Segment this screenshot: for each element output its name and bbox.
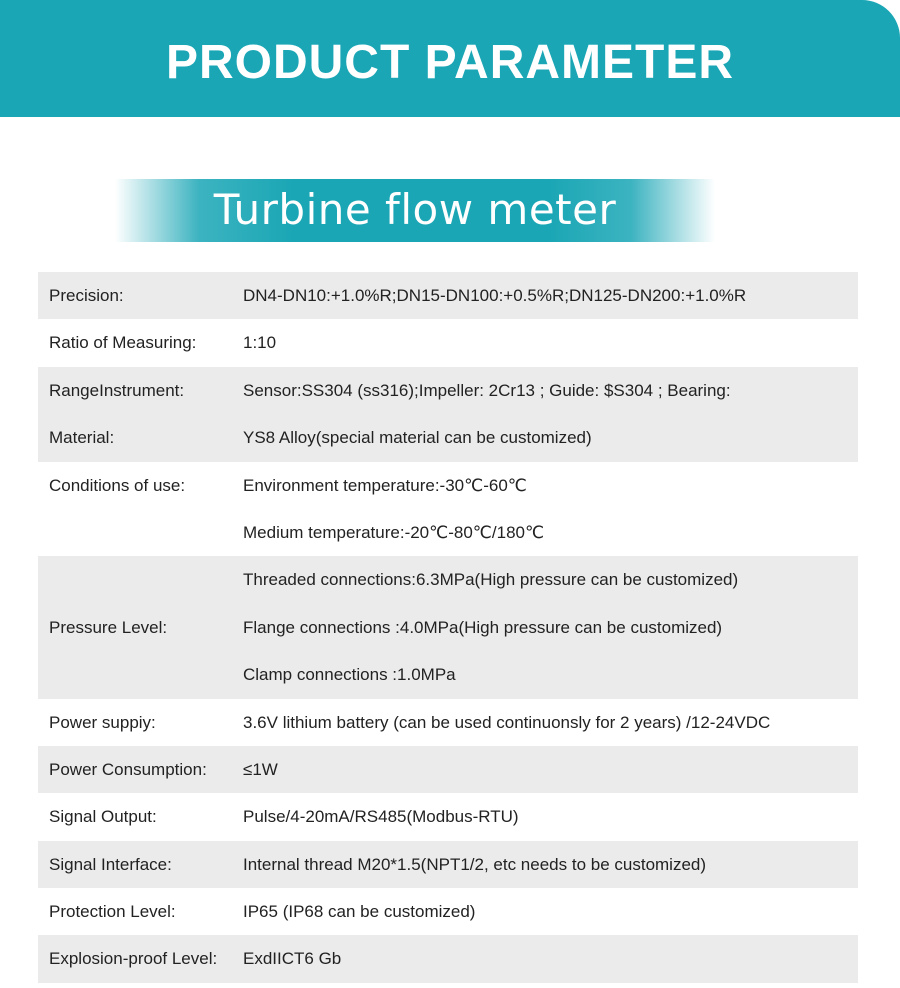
- row-value: [243, 935, 858, 982]
- row-value: [243, 699, 858, 746]
- row-label: [38, 319, 243, 366]
- section-banner: [115, 179, 715, 242]
- row-value: [243, 888, 858, 935]
- row-value-text: Sensor:SS304 (ss316);Impeller: 2Cr13 ; Guide: $S304 ; Bearing:: [243, 380, 731, 400]
- row-value-text: Internal thread M20*1.5(NPT1/2, etc needs to be customized): [243, 854, 707, 874]
- row-label-text: Precision:: [49, 286, 124, 305]
- table-row: [38, 841, 858, 888]
- row-value: [243, 272, 858, 319]
- table-row: [38, 319, 858, 366]
- row-label-text: RangeInstrument:: [49, 380, 185, 400]
- row-label: [38, 556, 243, 698]
- row-label: [38, 367, 243, 462]
- table-row: [38, 935, 858, 982]
- row-label: [38, 699, 243, 746]
- row-label: [38, 793, 243, 840]
- row-value: [243, 367, 858, 462]
- row-value-text: Flange connections :4.0MPa(High pressure can be customized): [243, 617, 723, 637]
- row-label: [38, 272, 243, 319]
- row-value: [243, 793, 858, 840]
- row-label: [38, 888, 243, 935]
- row-label-text: Protection Level:: [49, 902, 176, 922]
- row-value-text: 1:10: [243, 333, 277, 353]
- row-value: [243, 556, 858, 698]
- table-row: [38, 888, 858, 935]
- section-title: Turbine flow meter: [213, 185, 617, 234]
- row-label-text: Signal Output:: [49, 807, 157, 827]
- table-row: [38, 556, 858, 698]
- row-value-text: Pulse/4-20mA/RS485(Modbus-RTU): [243, 807, 519, 827]
- row-value-text: ≤1W: [243, 759, 278, 779]
- row-value-text: Medium temperature:-20℃-80℃/180℃: [243, 522, 545, 542]
- row-value-text: DN4-DN10:+1.0%R;DN15-DN100:+0.5%R;DN125-DN200:+1.0%R: [243, 286, 747, 305]
- row-value-text: ExdIICT6 Gb: [243, 949, 342, 969]
- table-row: [38, 699, 858, 746]
- table-row: [38, 462, 858, 557]
- row-label-text: Material:: [49, 428, 115, 448]
- parameter-table: [38, 272, 858, 983]
- table-row: [38, 746, 858, 793]
- header-banner: [0, 0, 900, 117]
- row-value: [243, 746, 858, 793]
- row-label-text: Pressure Level:: [49, 617, 168, 637]
- row-value: [243, 319, 858, 366]
- table-row: [38, 793, 858, 840]
- row-label-text: Explosion-proof Level:: [49, 949, 218, 969]
- page-title: PRODUCT PARAMETER: [165, 36, 735, 89]
- row-value-text: Clamp connections :1.0MPa: [243, 665, 456, 685]
- row-label-text: Conditions of use:: [49, 475, 186, 495]
- table-row: [38, 367, 858, 462]
- row-label: [38, 935, 243, 982]
- row-value-text: IP65 (IP68 can be customized): [243, 902, 476, 922]
- table-row: [38, 272, 858, 319]
- row-label-text: Ratio of Measuring:: [49, 333, 197, 353]
- row-value-text: Environment temperature:-30℃-60℃: [243, 475, 527, 495]
- row-label: [38, 841, 243, 888]
- row-value: [243, 462, 858, 557]
- row-label-text: Power suppiy:: [49, 712, 156, 732]
- row-value-text: YS8 Alloy(special material can be customized): [243, 428, 592, 448]
- row-value: [243, 841, 858, 888]
- row-label: [38, 746, 243, 793]
- row-label-text: Signal Interface:: [49, 854, 172, 874]
- row-value-text: Threaded connections:6.3MPa(High pressure can be customized): [243, 570, 739, 590]
- row-label-text: Power Consumption:: [49, 759, 207, 779]
- row-value-text: 3.6V lithium battery (can be used continuonsly for 2 years) /12-24VDC: [243, 712, 771, 732]
- row-label: [38, 462, 243, 557]
